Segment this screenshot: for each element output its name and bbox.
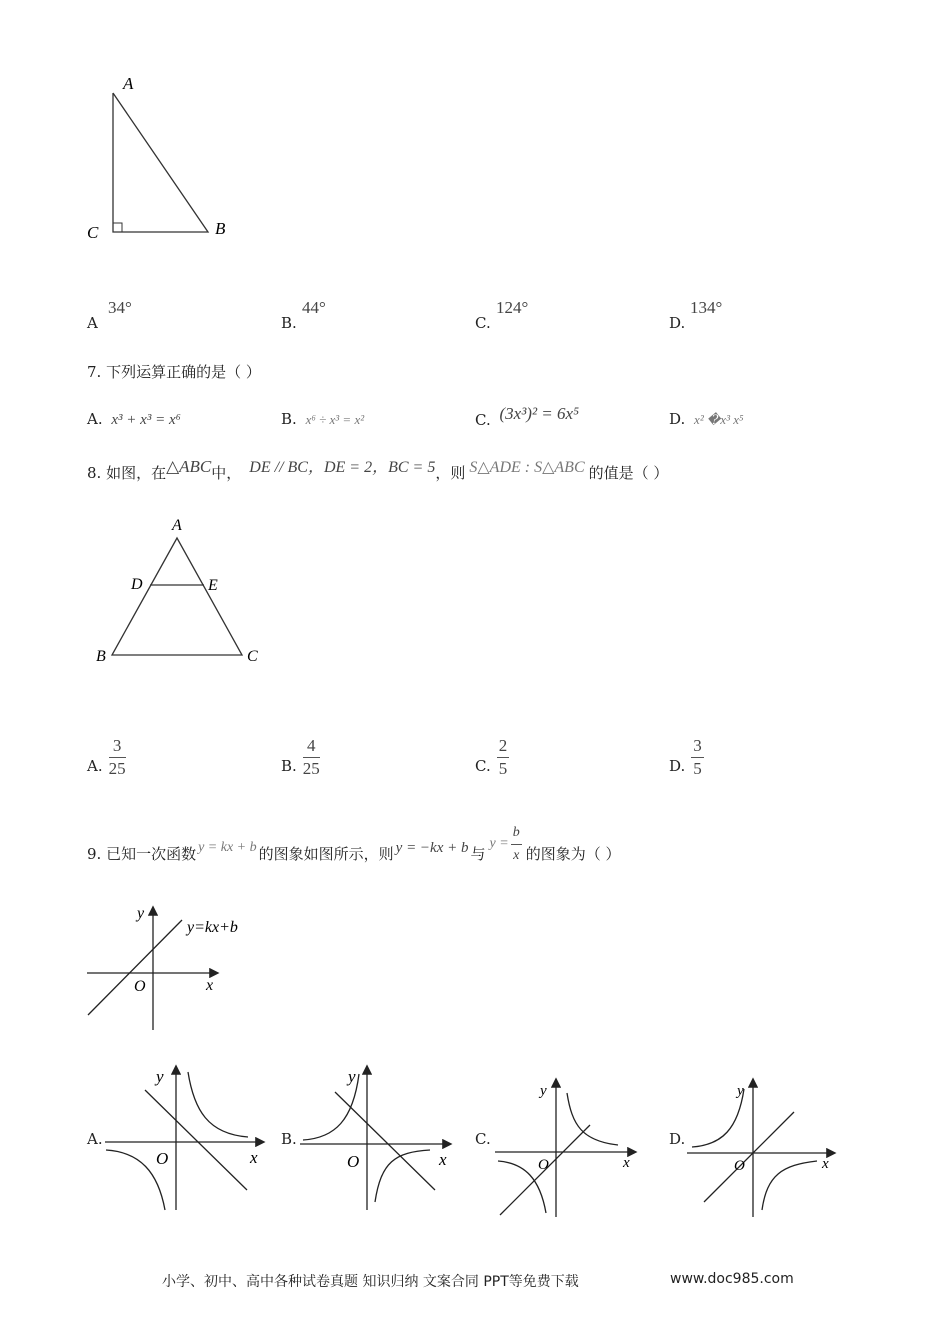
footer-url[interactable]: www.doc985.com bbox=[670, 1271, 794, 1287]
option-letter: C. bbox=[475, 314, 491, 332]
vertex-label-b: B bbox=[96, 648, 106, 665]
q6-option-c[interactable] bbox=[475, 314, 491, 332]
q9-mid1: 的图象如图所示，则 bbox=[258, 844, 394, 863]
q8-option-b[interactable] bbox=[281, 737, 320, 778]
q7-option-c[interactable] bbox=[475, 404, 579, 429]
q9-f3-fraction: $\frac{b}{x}$ bbox=[512, 824, 520, 863]
triangle-de-bc-figure bbox=[90, 510, 270, 670]
option-letter: C. bbox=[475, 411, 491, 429]
footer-text: 小学、初中、高中各种试卷真题 知识归纳 文案合同 PPT等免费下载 bbox=[162, 1274, 579, 1290]
q8-mid1: 中， bbox=[211, 464, 242, 482]
q8-option-d[interactable] bbox=[669, 737, 704, 778]
q6-option-a[interactable] bbox=[87, 314, 98, 332]
q7-option-a[interactable] bbox=[87, 410, 181, 429]
q9-option-b-graph[interactable] bbox=[295, 1062, 460, 1212]
q9-f3-lhs: y = bbox=[489, 836, 509, 851]
x-axis-label: x bbox=[250, 1148, 258, 1167]
q6-option-a-value: 34° bbox=[108, 298, 132, 317]
y-axis-label: y bbox=[540, 1083, 547, 1099]
option-letter: A. bbox=[87, 757, 103, 775]
option-fraction: $\frac{3}{5}$ bbox=[693, 736, 702, 778]
q9-option-c-letter[interactable]: C. bbox=[475, 1130, 491, 1148]
q7-option-d[interactable] bbox=[669, 410, 744, 428]
option-letter: C. bbox=[475, 757, 491, 775]
y-axis-label: y bbox=[737, 1083, 744, 1099]
vertex-label-c: C bbox=[247, 648, 258, 665]
q8-option-a[interactable] bbox=[87, 737, 126, 778]
q8-prefix: 8. 如图，在 bbox=[87, 464, 167, 482]
q7-option-b[interactable] bbox=[281, 410, 364, 428]
vertex-label-c: C bbox=[87, 223, 99, 242]
vertex-label-d: D bbox=[131, 576, 143, 593]
x-axis-label: x bbox=[206, 977, 214, 994]
q8-stem bbox=[87, 455, 668, 480]
q8-suffix: 的值是（ ） bbox=[588, 464, 669, 482]
option-letter: D. bbox=[669, 410, 686, 428]
q9-prefix: 9. 已知一次函数 bbox=[87, 844, 197, 863]
option-fraction: $\frac{4}{25}$ bbox=[302, 736, 320, 778]
q8-mid2: ，则 bbox=[435, 464, 466, 482]
q9-option-b-letter[interactable]: B. bbox=[281, 1130, 297, 1148]
q9-f2: y = −kx + b bbox=[395, 839, 469, 856]
origin-label: O bbox=[538, 1157, 549, 1173]
origin-label: O bbox=[347, 1152, 360, 1171]
q6-option-d[interactable] bbox=[669, 314, 685, 332]
origin-label: O bbox=[734, 1158, 745, 1174]
y-axis-label: y bbox=[156, 1067, 164, 1086]
option-letter: A bbox=[87, 314, 98, 332]
y-axis-label: y bbox=[137, 905, 145, 922]
q8-condition: DE // BC，DE = 2，BC = 5 bbox=[249, 459, 436, 476]
q9-option-d-graph[interactable] bbox=[682, 1075, 842, 1220]
right-triangle-figure bbox=[80, 70, 240, 250]
line-label: y=kx+b bbox=[187, 919, 238, 936]
q9-option-a-graph[interactable] bbox=[100, 1062, 270, 1212]
q6-option-c-value: 124° bbox=[496, 298, 529, 317]
option-expr: x⁶ ÷ x³ = x² bbox=[305, 412, 365, 427]
origin-label: O bbox=[156, 1149, 169, 1168]
vertex-label-a: A bbox=[172, 517, 182, 534]
q9-option-a-letter[interactable]: A. bbox=[87, 1130, 103, 1148]
q8-ratio: S△ADE : S△ABC bbox=[469, 459, 585, 476]
q9-option-c-graph[interactable] bbox=[490, 1075, 640, 1220]
x-axis-label: x bbox=[439, 1150, 447, 1169]
x-axis-label: x bbox=[623, 1155, 630, 1171]
option-expr: (3x³)² = 6x⁵ bbox=[499, 404, 579, 423]
q9-stem bbox=[87, 822, 620, 872]
option-letter: D. bbox=[669, 314, 686, 332]
q8-triangle: △ABC bbox=[166, 457, 212, 476]
q9-suffix: 的图象为（ ） bbox=[525, 844, 621, 863]
q7-stem: 7. 下列运算正确的是（ ） bbox=[87, 363, 261, 381]
option-letter: B. bbox=[281, 757, 297, 775]
x-axis-label: x bbox=[822, 1156, 829, 1172]
q8-option-c[interactable] bbox=[475, 737, 509, 778]
y-axis-label: y bbox=[348, 1067, 356, 1086]
option-letter: B. bbox=[281, 314, 297, 332]
origin-label: O bbox=[134, 978, 146, 995]
q6-option-d-value: 134° bbox=[690, 298, 723, 317]
option-expr: x² �x³ x⁵ bbox=[694, 412, 744, 427]
option-fraction: $\frac{3}{25}$ bbox=[108, 736, 126, 778]
vertex-label-e: E bbox=[208, 577, 218, 594]
vertex-label-a: A bbox=[123, 74, 134, 93]
vertex-label-b: B bbox=[215, 219, 226, 238]
q6-option-b[interactable] bbox=[281, 314, 297, 332]
linear-function-graph bbox=[82, 900, 262, 1035]
q9-f1: y = kx + b bbox=[198, 840, 257, 855]
q9-option-d-letter[interactable]: D. bbox=[669, 1130, 686, 1148]
q9-mid2: 与 bbox=[470, 844, 486, 863]
q6-option-b-value: 44° bbox=[302, 298, 326, 317]
option-letter: D. bbox=[669, 757, 686, 775]
option-fraction: $\frac{2}{5}$ bbox=[498, 736, 508, 778]
option-letter: B. bbox=[281, 410, 297, 428]
option-letter: A. bbox=[87, 410, 103, 428]
option-expr: x³ + x³ = x⁶ bbox=[111, 412, 181, 428]
